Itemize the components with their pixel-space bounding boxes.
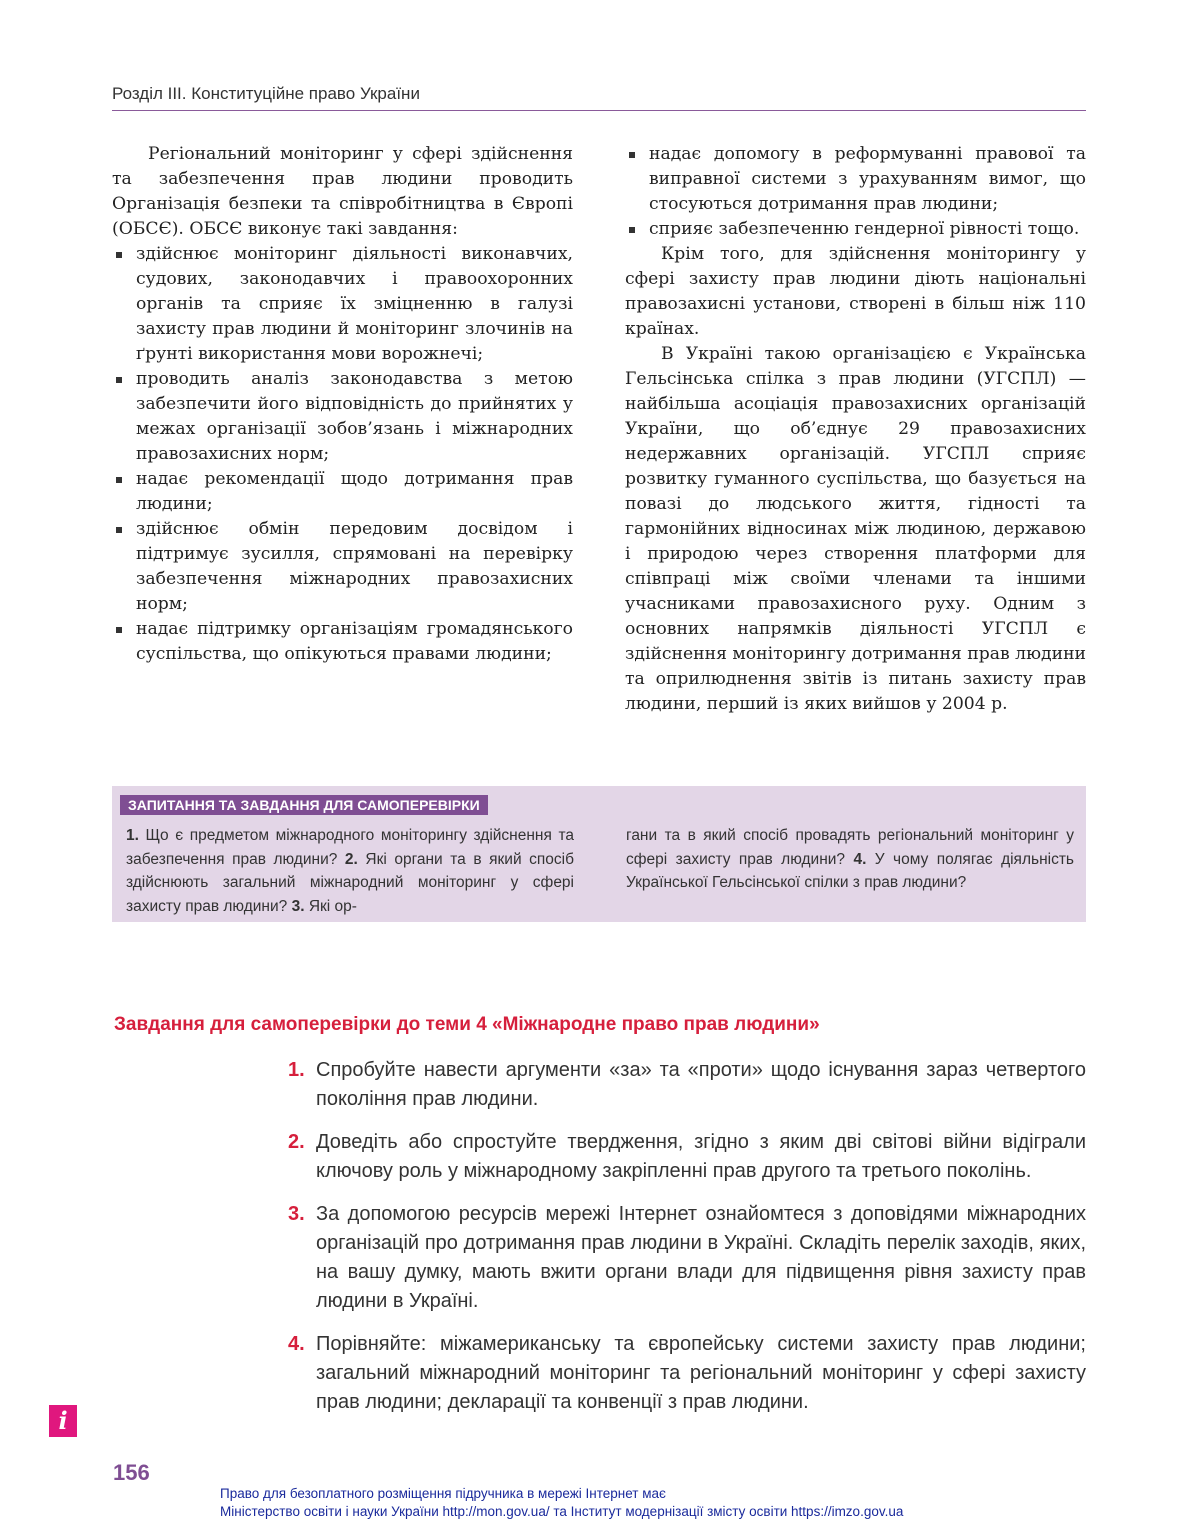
left-column <box>112 142 573 667</box>
page-number: 156 <box>113 1460 150 1485</box>
task-item <box>288 1330 1086 1417</box>
paragraph: В Україні такою організацією є Українська Гельсінська спілка з прав людини (УГСПЛ) — найбільша асоціація правозахисних організацій України, що об’єднує 29 правозахисних недержавних організацій. УГСПЛ сприяє розвитку гуманного суспільства, що базується на повазі до людського життя, гідності та гармонійних відносинах між людиною, державою і природою через створення платформи для співпраці між своїми членами та іншими учасниками правозахисного руху. Одним з основних напрямків діяльності УГСПЛ є здійснення моніторингу дотримання прав людини та оприлюднення звітів із питань захисту прав людини, перший із яких вийшов у 2004 р. <box>625 344 1086 714</box>
question-text: гани та в який спосіб провадять регіональний моніторинг у сфері захисту прав людини? <box>626 827 1074 868</box>
task-text: Спробуйте навести аргументи «за» та «проти» щодо існування зараз четвертого покоління прав людини. <box>316 1059 1086 1110</box>
question-number: 4. <box>853 850 867 868</box>
osce-tasks-list-continued <box>625 142 1086 242</box>
footer-notice <box>220 1485 903 1521</box>
questions-title: ЗАПИТАННЯ ТА ЗАВДАННЯ ДЛЯ САМОПЕРЕВІРКИ <box>120 795 488 815</box>
footer-line: Право для безоплатного розміщення підручника в мережі Інтернет має <box>220 1486 666 1501</box>
list-item: надає рекомендації щодо дотримання прав людини; <box>112 467 573 517</box>
right-column <box>625 142 1086 717</box>
task-item <box>288 1056 1086 1114</box>
question-text: У чому полягає діяльність Української Гельсінської спілки з прав людини? <box>626 850 1075 891</box>
osce-tasks-list <box>112 242 573 667</box>
task-number: 4. <box>288 1333 305 1355</box>
task-text: Доведіть або спростуйте твердження, згідно з яким дві світові війни відіграли ключову роль у міжнародному закріпленні прав другого та третього поколінь. <box>316 1131 1086 1182</box>
question-text: Які ор- <box>304 897 357 915</box>
task-number: 1. <box>288 1059 305 1081</box>
list-item: сприяє забезпеченню гендерної рівності тощо. <box>625 217 1086 242</box>
task-text: За допомогою ресурсів мережі Інтернет ознайомтеся з доповідями міжнародних організацій про дотримання прав людини в Україні. Складіть перелік заходів, яких, на вашу думку, мають вжити органи влади для підвищення рівня захисту прав людини в Україні. <box>316 1203 1086 1312</box>
questions-col-1 <box>126 824 574 918</box>
intro-paragraph: Регіональний моніторинг у сфері здійснення та забезпечення прав людини проводить Організація безпеки та співробітництва в Європі (ОБСЄ). ОБСЄ виконує такі завдання: <box>112 144 573 239</box>
self-check-questions-box <box>112 786 1086 922</box>
list-item: проводить аналіз законодавства з метою забезпечити його відповідність до прийнятих у межах організації зобов’язань і міжнародних правозахисних норм; <box>112 367 573 467</box>
list-item: надає допомогу в реформуванні правової та виправної системи з урахуванням вимог, що стосуються дотримання прав людини; <box>625 142 1086 217</box>
question-text: Що є предметом міжнародного моніторингу здійснення та забезпечення прав людини? <box>126 827 574 868</box>
question-text: Які органи та в який спосіб здійснюють загальний міжнародний моніторинг у сфері захисту прав людини? <box>126 850 574 915</box>
task-text: Порівняйте: міжамериканську та європейську системи захисту прав людини; загальний міжнародний моніторинг та регіональний моніторинг у сфері захисту прав людини; декларації та конвенції з прав людини. <box>316 1333 1086 1413</box>
paragraph: Крім того, для здійснення моніторингу у сфері захисту прав людини діють національні правозахисні установи, створені в більш ніж 110 країнах. <box>625 244 1086 339</box>
tasks-list <box>288 1056 1086 1431</box>
task-number: 2. <box>288 1131 305 1153</box>
question-number: 1. <box>126 827 139 844</box>
section-header: Розділ ІІІ. Конституційне право України <box>112 84 1086 111</box>
questions-col-2 <box>626 824 1074 895</box>
task-item <box>288 1128 1086 1186</box>
list-item: здійснює обмін передовим досвідом і підтримує зусилля, спрямовані на перевірку забезпечення міжнародних правозахисних норм; <box>112 517 573 617</box>
info-icon: i <box>49 1405 77 1437</box>
tasks-title: Завдання для самоперевірки до теми 4 «Міжнародне право прав людини» <box>114 1014 820 1035</box>
task-number: 3. <box>288 1203 305 1225</box>
footer-line: Міністерство освіти і науки України http://mon.gov.ua/ та Інститут модернізації змісту освіти https://imzo.gov.ua <box>220 1504 904 1519</box>
question-number: 2. <box>344 850 358 868</box>
list-item: здійснює моніторинг діяльності виконавчих, судових, законодавчих і правоохоронних органів та сприяє їх зміцненню в галузі захисту прав людини й моніторинг злочинів на ґрунті використання мови ворожнечі; <box>112 242 573 367</box>
question-number: 3. <box>291 897 305 915</box>
list-item: надає підтримку організаціям громадянського суспільства, що опікуються правами людини; <box>112 617 573 667</box>
task-item <box>288 1200 1086 1316</box>
